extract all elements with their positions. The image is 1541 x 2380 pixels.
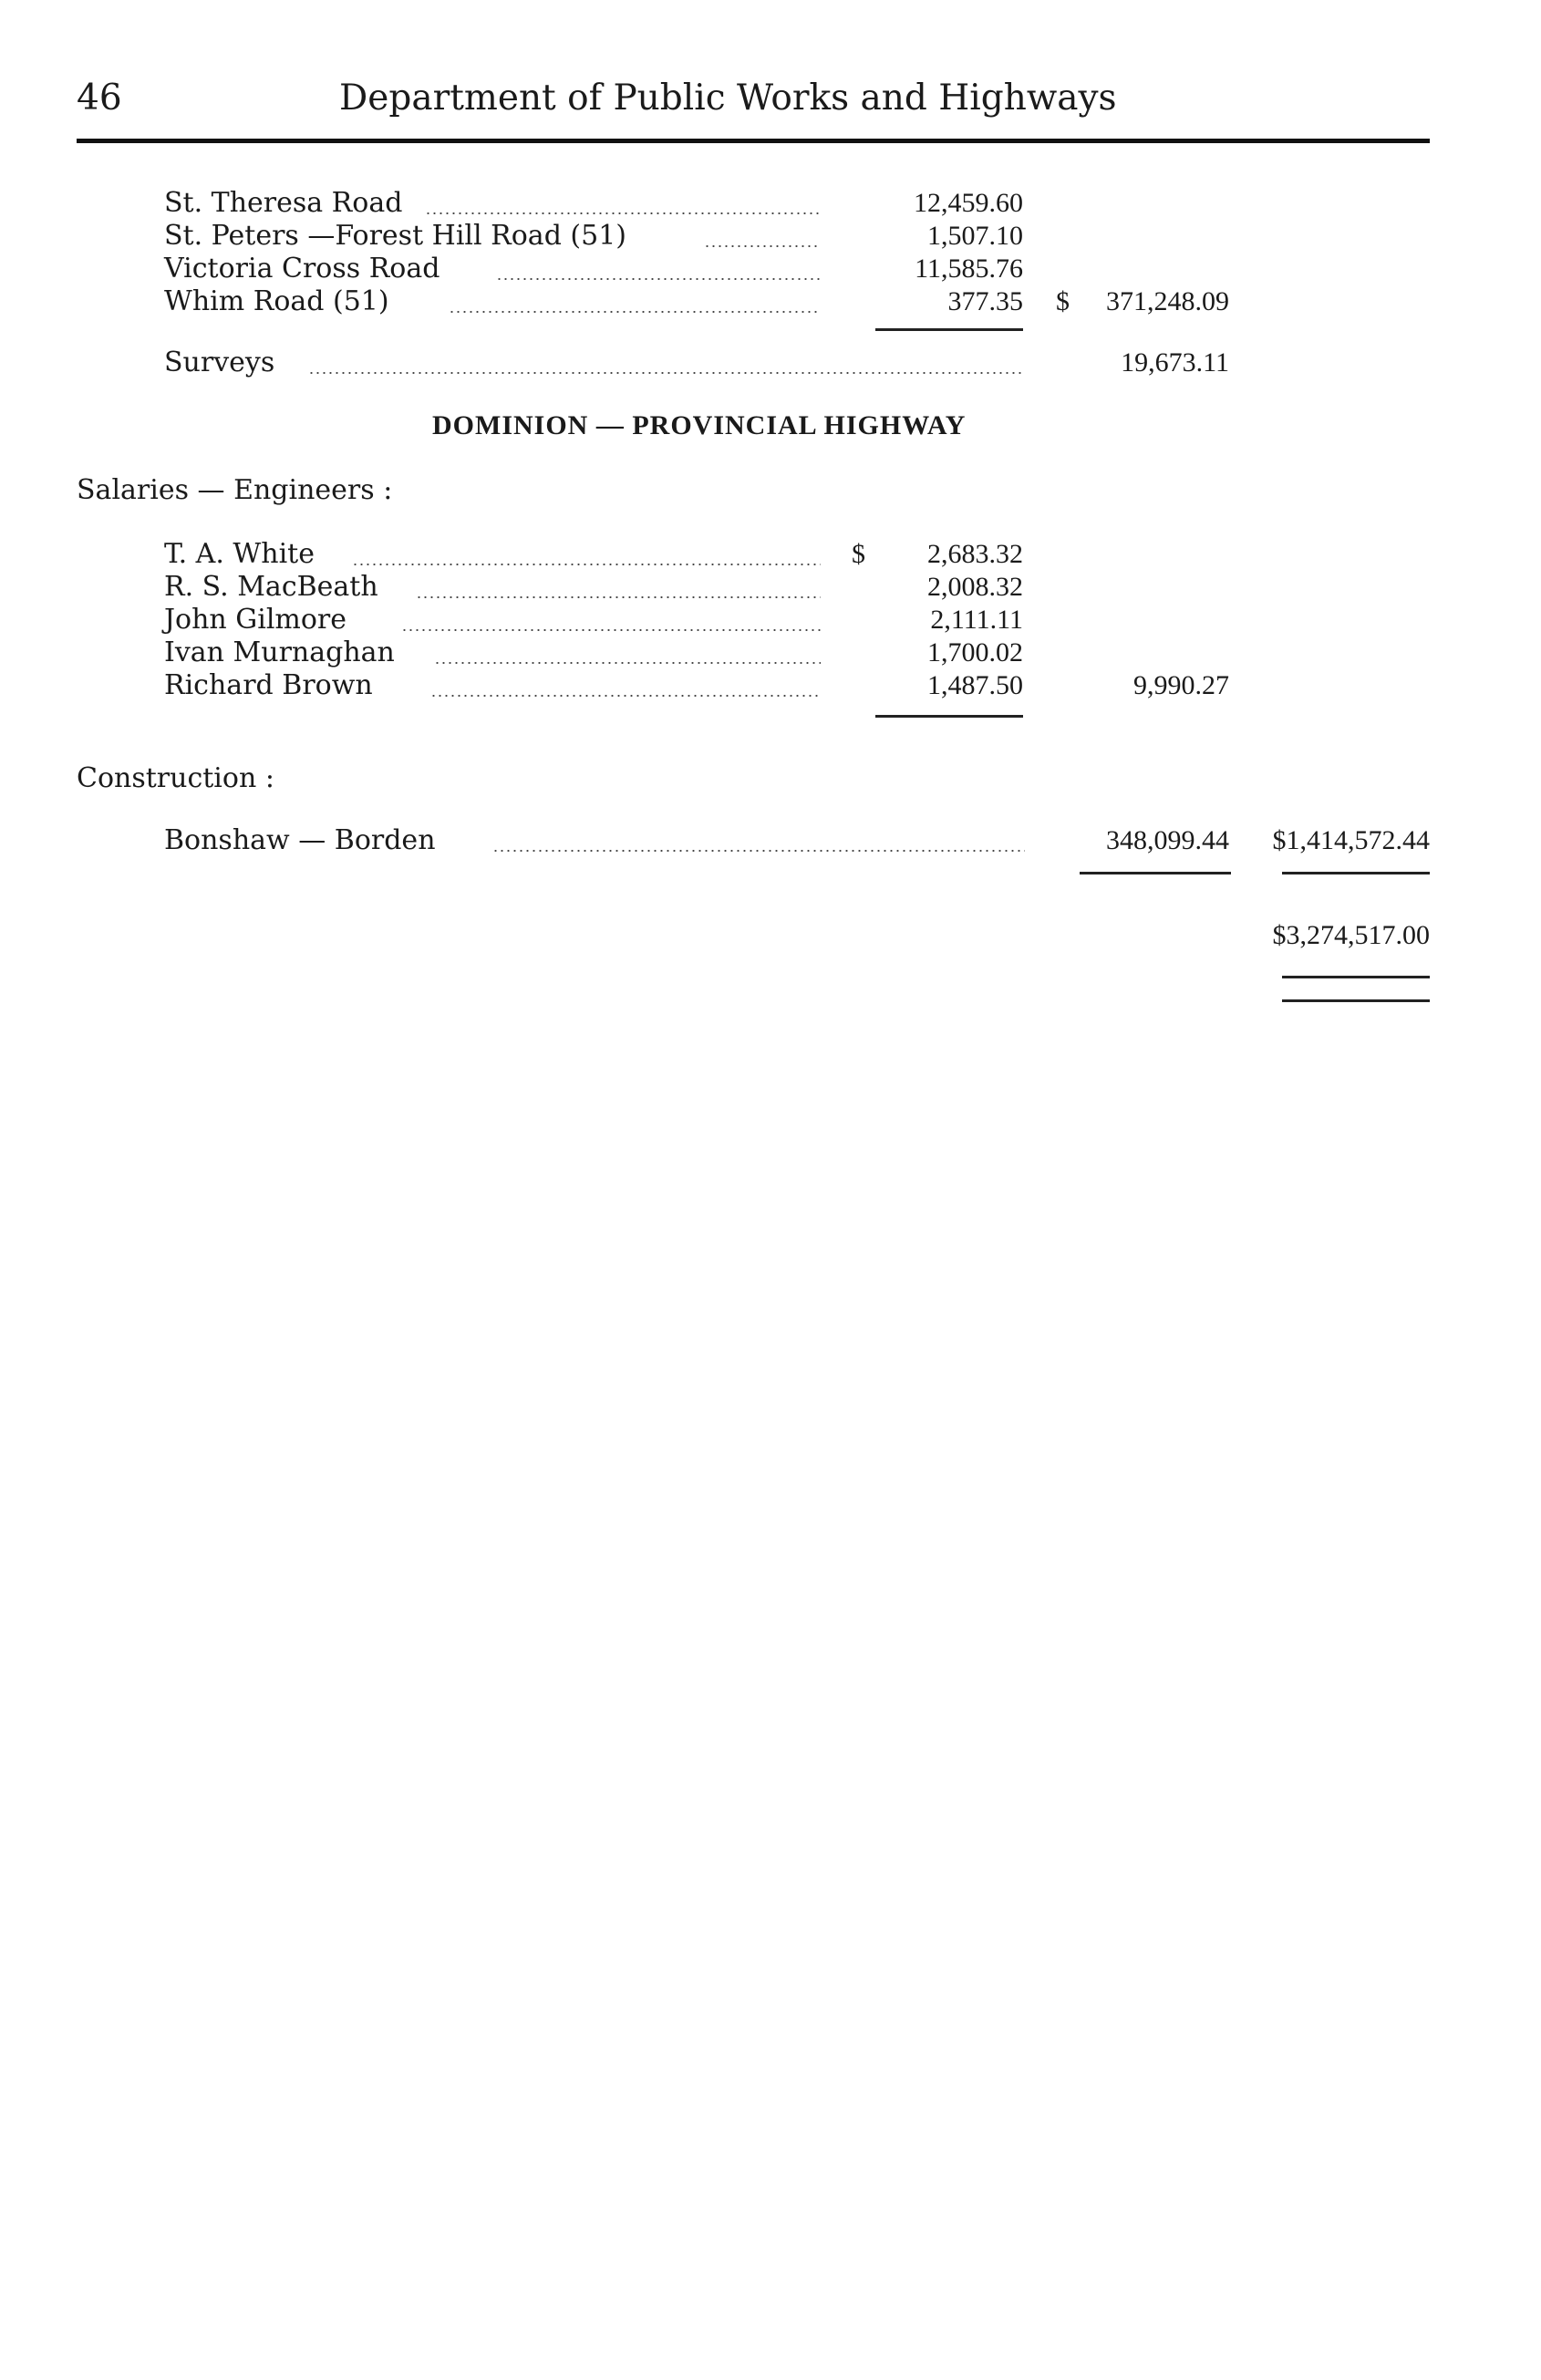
- list-item: [164, 538, 315, 571]
- engineer-amount: 2,683.32: [927, 539, 1023, 569]
- list-item: [164, 571, 378, 604]
- dot-leader: [449, 311, 821, 313]
- list-item: [164, 285, 389, 318]
- engineer-amount: 1,700.02: [927, 637, 1023, 667]
- header-rule: [77, 139, 1430, 143]
- engineer-name: John Gilmore: [164, 604, 347, 636]
- subtotal-rule: [1080, 872, 1231, 874]
- road-label: Victoria Cross Road: [164, 253, 440, 285]
- road-amount: 377.35: [947, 286, 1023, 316]
- dot-leader: [401, 629, 821, 631]
- double-rule-bottom: [1282, 999, 1430, 1002]
- engineer-name: Ivan Murnaghan: [164, 636, 395, 668]
- list-item: [164, 604, 346, 636]
- list-item: [164, 220, 626, 253]
- engineer-name: Richard Brown: [164, 669, 373, 701]
- engineer-amount: 2,111.11: [930, 605, 1023, 635]
- road-amount: 1,507.10: [927, 221, 1023, 251]
- section-title: DOMINION — PROVINCIAL HIGHWAY: [432, 410, 967, 440]
- road-amount: 12,459.60: [914, 188, 1023, 218]
- grand-total: $3,274,517.00: [1272, 920, 1430, 950]
- road-label: St. Theresa Road: [164, 187, 403, 219]
- page-number: 46: [77, 78, 122, 119]
- roads-total-currency: $: [1056, 286, 1070, 316]
- dot-leader: [352, 564, 821, 565]
- construction-heading: Construction :: [77, 762, 274, 794]
- surveys-amount: 19,673.11: [1121, 347, 1229, 378]
- dot-leader: [430, 695, 821, 697]
- surveys-label: Surveys: [164, 347, 275, 378]
- engineer-name: R. S. MacBeath: [164, 571, 378, 603]
- dot-leader: [704, 245, 821, 247]
- road-amount: 11,585.76: [915, 254, 1023, 284]
- list-item: [164, 253, 440, 285]
- salaries-total: 9,990.27: [1133, 670, 1229, 700]
- subtotal-rule: [1282, 872, 1430, 874]
- dot-leader: [416, 596, 821, 598]
- construction-amount: 348,099.44: [1106, 825, 1229, 855]
- subtotal-rule: [875, 328, 1023, 331]
- road-label: St. Peters —Forest Hill Road (51): [164, 220, 627, 252]
- dot-leader: [308, 372, 1025, 374]
- list-item: [164, 636, 395, 669]
- dot-leader: [434, 662, 821, 664]
- salaries-heading: Salaries — Engineers :: [77, 474, 393, 506]
- engineer-name: T. A. White: [164, 538, 315, 570]
- dot-leader: [492, 850, 1025, 852]
- list-item: [164, 187, 402, 220]
- engineer-amount: 1,487.50: [927, 670, 1023, 700]
- salaries-currency: $: [852, 539, 865, 569]
- roads-total: 371,248.09: [1106, 286, 1229, 316]
- page-title: Department of Public Works and Highways: [339, 78, 1117, 119]
- engineer-amount: 2,008.32: [927, 572, 1023, 602]
- double-rule-top: [1282, 976, 1430, 978]
- construction-total: $1,414,572.44: [1272, 825, 1430, 855]
- list-item: [164, 669, 373, 702]
- road-label: Whim Road (51): [164, 285, 389, 317]
- dot-leader: [425, 212, 821, 214]
- subtotal-rule: [875, 715, 1023, 718]
- construction-label: Bonshaw — Borden: [164, 824, 436, 856]
- dot-leader: [496, 278, 821, 280]
